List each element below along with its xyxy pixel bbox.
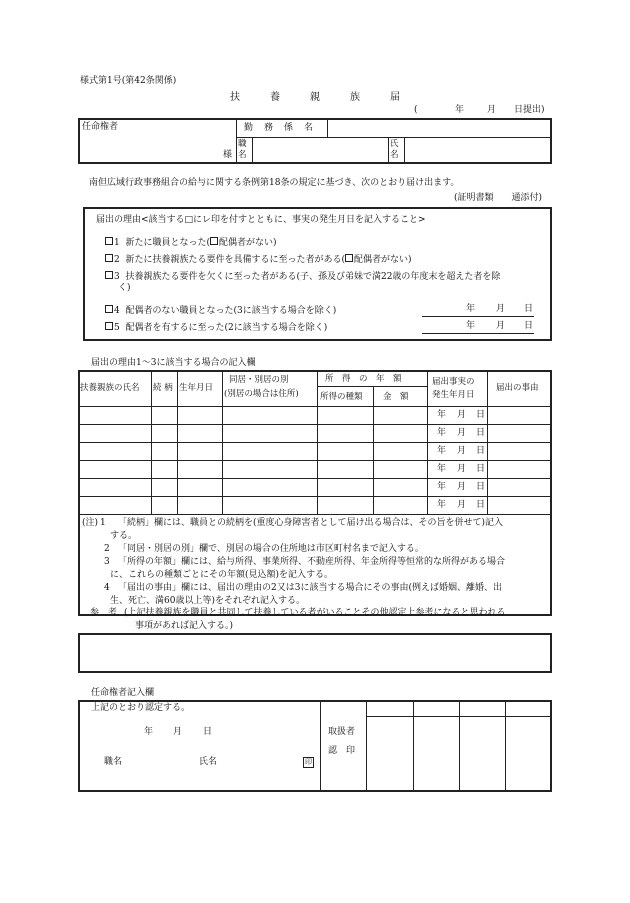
date-year: 年 (466, 321, 476, 331)
certified-text: 上記のとおり認定する。 (91, 703, 191, 713)
note-no: 2 (104, 544, 110, 554)
checkbox[interactable] (345, 254, 353, 262)
note-text: 「所得の年額」欄には、給与所得、事業所得、不動産所得、年金所得等恒常的な所得がある場合 (118, 557, 506, 567)
reason-no: 5 (114, 323, 120, 333)
date-underline (422, 316, 534, 317)
reason-text: 新たに扶養親族たる要件を具備するに至った者がある( (125, 255, 345, 265)
reason-text: 新たに職員となった( (125, 238, 210, 248)
divider (505, 700, 506, 792)
date-month: 月 (496, 321, 506, 331)
divider (78, 406, 552, 407)
divider (459, 700, 460, 792)
cert-month: 月 (173, 727, 183, 737)
row-date-month: 月 (457, 410, 467, 420)
checkbox[interactable] (105, 237, 113, 245)
row-date-year: 年 (437, 500, 447, 510)
reasons-heading: 届出の理由<該当する□にレ印を付すとともに、事実の発生月日を記入すること> (96, 215, 426, 225)
table-caption: 届出の理由1～3に該当する場合の記入欄 (91, 358, 256, 368)
cert-day: 日 (203, 727, 213, 737)
checkbox[interactable] (105, 254, 113, 262)
note-text: 「届出の事由」欄には、届出の理由の2又は3に該当する場合にその事由(例えば婚姻、離婚、出 (118, 583, 502, 593)
row-date-day: 日 (476, 410, 486, 420)
divider (78, 460, 552, 461)
note-text-cont: に、これらの種類ごとにその年額(見込額)を記入する。 (110, 570, 334, 580)
row-date-month: 月 (457, 500, 467, 510)
header-name: 扶養親族の氏名 (80, 383, 140, 393)
reason-subtext: 配偶者がない) (353, 255, 412, 265)
title-char: 養 (270, 92, 280, 103)
divider (366, 700, 367, 792)
cert-shokumei: 職名 (104, 757, 123, 767)
header-amount: 金 額 (383, 392, 409, 402)
row-date-month: 月 (457, 482, 467, 492)
reference-field[interactable] (78, 633, 552, 673)
reason-text: 配偶者のない職員となった(3に該当する場合を除く) (125, 306, 337, 316)
reason-text: 配偶者を有するに至った(2に該当する場合を除く) (125, 323, 328, 333)
divider (366, 716, 552, 717)
header-occur: 届出事実の (432, 377, 475, 387)
cert-year: 年 (144, 727, 154, 737)
row-date-day: 日 (476, 446, 486, 456)
header-birth: 生年月日 (179, 383, 214, 393)
row-date-day: 日 (476, 500, 486, 510)
note-text: 「同居・別居の別」欄で、別居の場合の住所地は市区町村名まで記入する。 (118, 544, 424, 554)
header-income-type: 所得の種類 (320, 392, 363, 402)
shimei-label: 氏名 (390, 139, 399, 160)
title-char: 族 (350, 92, 360, 103)
date-day: 日 (524, 321, 534, 331)
reason-no: 4 (114, 306, 120, 316)
row-date-month: 月 (457, 428, 467, 438)
date-underline (422, 333, 534, 334)
note-text-cont: 生、死亡、満60歳以上等)をそれぞれ記入する。 (110, 596, 305, 606)
row-date-year: 年 (437, 428, 447, 438)
cert-shimei: 氏名 (199, 757, 218, 767)
divider (78, 496, 552, 497)
checkbox[interactable] (210, 237, 218, 245)
row-date-month: 月 (457, 446, 467, 456)
divider (78, 478, 552, 479)
appointer-label: 任命権者 (82, 122, 119, 132)
divider (317, 386, 427, 387)
date-month: 月 (496, 304, 506, 314)
row-date-month: 月 (457, 464, 467, 474)
form-number: 様式第1号(第42条関係) (80, 76, 177, 86)
notes-prefix: (注) (82, 518, 99, 528)
row-date-day: 日 (476, 428, 486, 438)
reason-no: 1 (114, 238, 120, 248)
checkbox[interactable] (105, 322, 113, 330)
divider (78, 442, 552, 443)
reference-label: 参 考 (90, 608, 118, 618)
header-income: 所 得 の 年 額 (325, 374, 402, 384)
reason-text: 扶養親族たる要件を欠くに至った者がある(子、孫及び弟妹で満22歳の年度末を超えた者を除 (125, 272, 501, 282)
submit-date-day: 日提出) (514, 105, 545, 115)
divider (320, 700, 321, 792)
row-date-year: 年 (437, 464, 447, 474)
note-no: 1 (100, 518, 106, 528)
divider (388, 137, 389, 164)
reason-no: 2 (114, 255, 120, 265)
shimei-field[interactable] (405, 138, 551, 163)
reference-text-cont: 事項があれば記入する。) (135, 621, 234, 631)
checkbox[interactable] (105, 271, 113, 279)
note-text: 「続柄」欄には、職員との続柄を(重度心身障害者として届け出る場合は、その旨を併せて)記入 (118, 518, 504, 528)
note-no: 3 (104, 557, 110, 567)
divider (78, 514, 552, 515)
row-date-year: 年 (437, 446, 447, 456)
date-day: 日 (524, 304, 534, 314)
row-date-day: 日 (476, 482, 486, 492)
row-date-year: 年 (437, 482, 447, 492)
sama-label: 様 (223, 150, 233, 160)
reference-text: (上記扶養親族を職員と共同して扶養している者がいることその他認定上参考になると思われる (124, 608, 506, 618)
row-date-year: 年 (437, 410, 447, 420)
header-relation: 続 柄 (153, 383, 173, 393)
submit-date-year: 年 (455, 105, 465, 115)
reason-no: 3 (114, 272, 120, 282)
declaration-text: 南但広域行政事務組合の給与に関する条例第18条の規定に基づき、次のとおり届け出ます。 (89, 178, 460, 188)
divider (413, 700, 414, 792)
note-text-cont: する。 (110, 531, 138, 541)
title-char: 親 (310, 92, 320, 103)
note-no: 4 (104, 583, 110, 593)
handler-label: 取扱者 (328, 727, 356, 737)
checkbox[interactable] (105, 305, 113, 313)
date-year: 年 (466, 304, 476, 314)
header-residence-sub: (別居の場合は住所) (224, 389, 299, 399)
reason-subtext: 配偶者がない) (218, 238, 277, 248)
header-residence: 同居・別居の別 (229, 375, 289, 385)
title-char: 扶 (230, 92, 240, 103)
kinmu-label: 勤 務 係 名 (244, 123, 315, 133)
appointer-section-box (78, 700, 552, 792)
row-date-day: 日 (476, 464, 486, 474)
shokumei-field[interactable] (253, 138, 387, 163)
header-occur-sub: 発生年月日 (432, 390, 475, 400)
header-reason: 届出の事由 (496, 383, 539, 393)
divider (236, 118, 237, 164)
handler-seal-label: 認 印 (328, 746, 356, 756)
reason-text-cont: く) (118, 283, 131, 293)
submit-date-month: 月 (487, 105, 497, 115)
title-char: 届 (390, 92, 400, 103)
seal-icon: 印 (305, 758, 312, 766)
submit-date-open: ( (414, 105, 418, 115)
appointer-section-caption: 任命権者記入欄 (91, 688, 155, 698)
divider (78, 424, 552, 425)
attachment-note: (証明書類 通添付) (454, 193, 543, 203)
shokumei-label: 職名 (238, 139, 247, 160)
kinmu-field[interactable] (328, 119, 551, 136)
